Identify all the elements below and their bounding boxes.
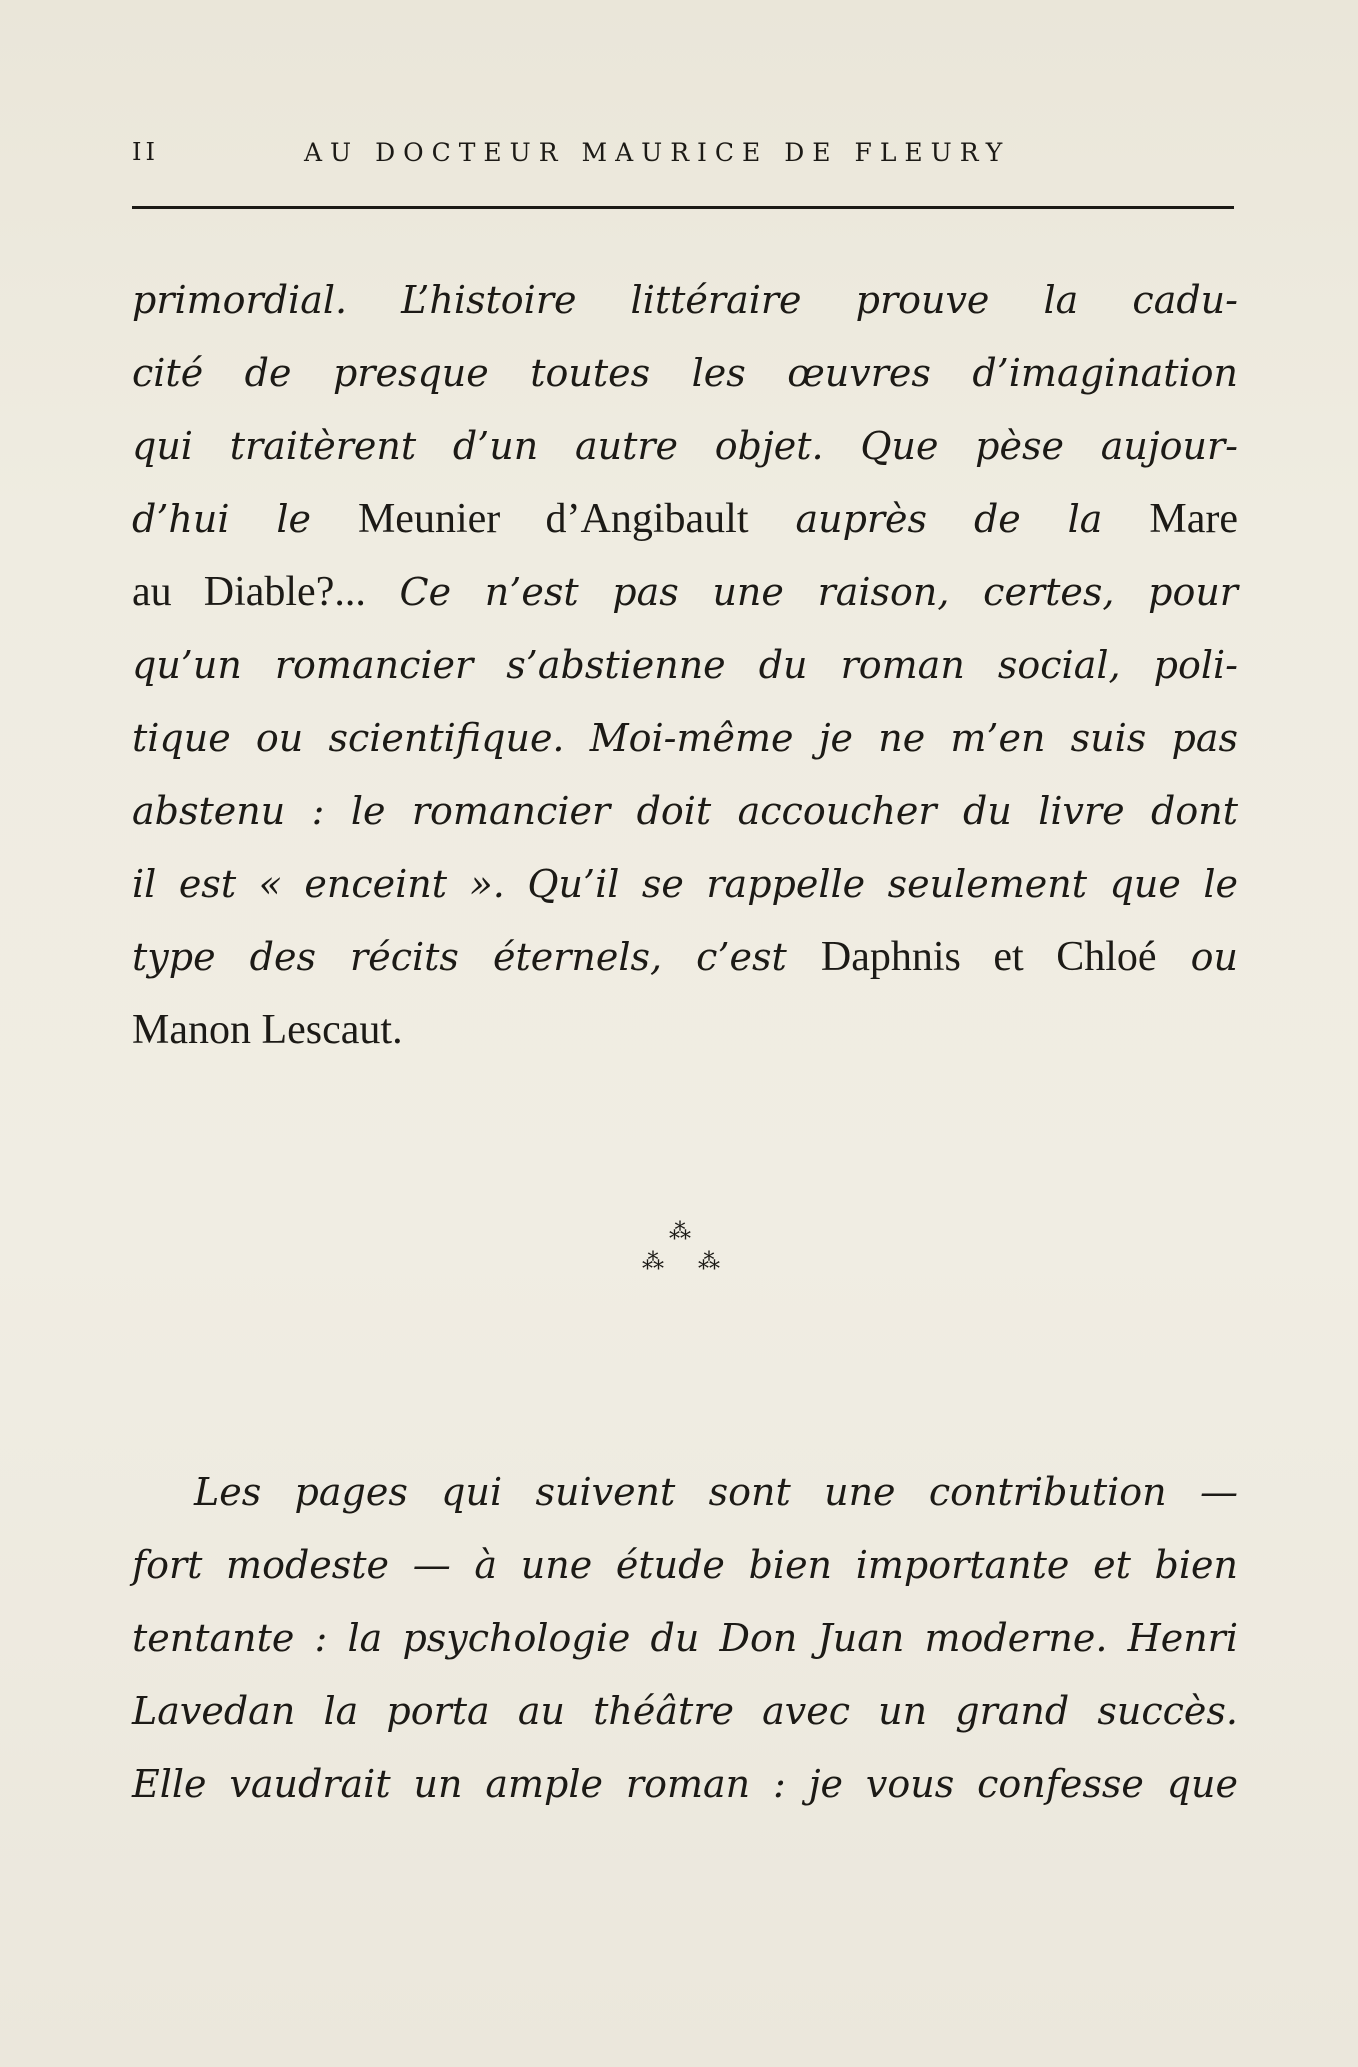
text-line: Elle vaudrait un ample roman : je vous confesse que (132, 1762, 1238, 1806)
text-line: il est « enceint ». Qu’il se rappelle seulement que le (132, 862, 1238, 906)
text-line: Lavedan la porta au théâtre avec un grand succès. (132, 1689, 1238, 1733)
book-title-mare: Mare (1149, 496, 1238, 542)
running-head: AU DOCTEUR MAURICE DE FLEURY (304, 138, 1011, 167)
text-run: d’hui le (132, 497, 312, 541)
paragraph-2 (132, 1456, 1238, 1821)
text-line (132, 556, 1238, 629)
text-run: auprès de la (795, 497, 1103, 541)
text-line (132, 483, 1238, 556)
header-rule (132, 206, 1234, 209)
text-line: abstenu : le romancier doit accoucher du livre dont (132, 789, 1238, 833)
text-line: qui traitèrent d’un autre objet. Que pèse aujour- (132, 424, 1238, 468)
book-title-diable: au Diable?... (132, 569, 366, 615)
asterism-left: ⁂ (642, 1250, 664, 1275)
text-line: Les pages qui suivent sont une contribution — (194, 1470, 1238, 1514)
text-line: tentante : la psychologie du Don Juan moderne. Henri (132, 1616, 1238, 1660)
text-run: type des récits éternels, c’est (132, 935, 787, 979)
asterism-right: ⁂ (698, 1250, 720, 1275)
paragraph-1 (132, 264, 1238, 1067)
section-ornament (620, 1220, 740, 1290)
text-line: fort modeste — à une étude bien importante et bien (132, 1543, 1238, 1587)
page-header (132, 138, 1232, 178)
text-line: cité de presque toutes les œuvres d’imagination (132, 351, 1238, 395)
page-number: II (132, 138, 159, 166)
text-line: qu’un romancier s’abstienne du roman social, poli- (132, 643, 1238, 687)
text-run: Ce n’est pas une raison, certes, pour (399, 570, 1238, 614)
book-title-manon: Manon Lescaut. (132, 1007, 403, 1053)
text-line: primordial. L’histoire littéraire prouve la cadu- (132, 278, 1238, 322)
book-title-daphnis: Daphnis et Chloé (820, 934, 1157, 980)
text-run: ou (1190, 935, 1238, 979)
text-line (132, 921, 1238, 994)
asterism-top: ⁂ (669, 1220, 691, 1245)
text-line: tique ou scientifique. Moi-même je ne m’en suis pas (132, 716, 1238, 760)
book-title-meunier: Meunier d’Angibault (357, 496, 749, 542)
